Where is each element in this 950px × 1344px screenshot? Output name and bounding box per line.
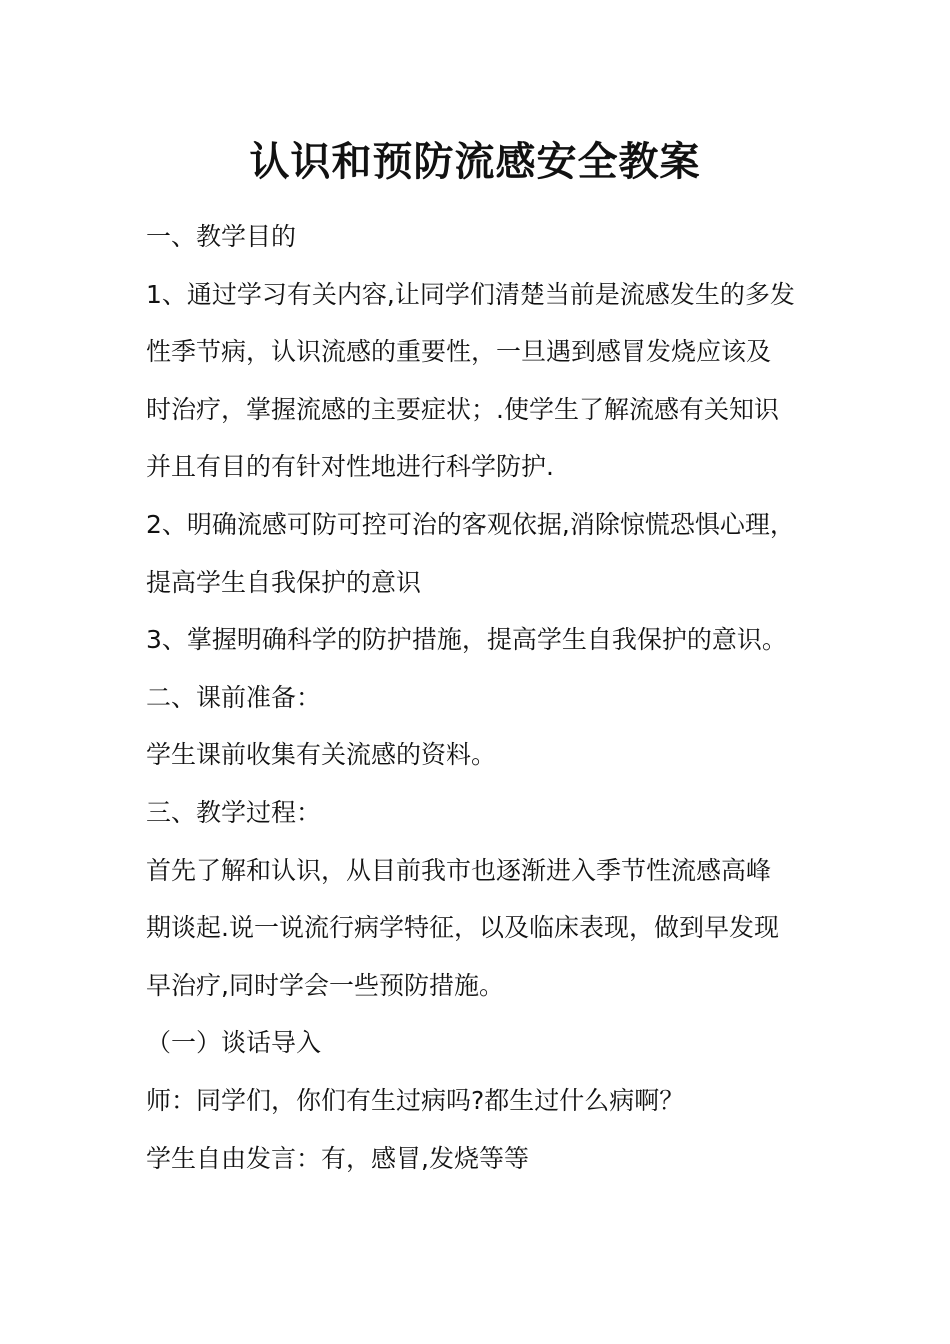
paragraph-line: 时治疗，掌握流感的主要症状；.使学生了解流感有关知识 (146, 394, 779, 424)
paragraph-line: 期谈起.说一说流行病学特征，以及临床表现，做到早发现 (146, 913, 779, 943)
subsection-heading-intro: （一）谈话导入 (146, 1028, 322, 1058)
document-title: 认识和预防流感安全教案 (249, 138, 701, 185)
paragraph-line: 1、通过学习有关内容,让同学们清楚当前是流感发生的多发 (146, 279, 795, 309)
paragraph-line: 性季节病，认识流感的重要性，一旦遇到感冒发烧应该及 (146, 337, 772, 367)
paragraph-line: 2、明确流感可防可控可治的客观依据,消除惊慌恐惧心理， (146, 509, 795, 539)
paragraph-line: 3、掌握明确科学的防护措施，提高学生自我保护的意识。 (146, 625, 787, 655)
section-heading-process: 三、教学过程： (146, 797, 322, 827)
paragraph-line: 师：同学们，你们有生过病吗?都生过什么病啊？ (146, 1085, 685, 1115)
paragraph-line: 首先了解和认识，从目前我市也逐渐进入季节性流感高峰 (146, 855, 772, 885)
section-heading-objectives: 一、教学目的 (146, 222, 297, 251)
section-heading-preparation: 二、课前准备： (146, 682, 322, 712)
document-body (146, 208, 826, 1187)
paragraph-line: 学生课前收集有关流感的资料。 (146, 740, 497, 770)
paragraph-line: 并且有目的有针对性地进行科学防护. (146, 452, 554, 482)
paragraph-line: 早治疗,同时学会一些预防措施。 (146, 970, 504, 1000)
paragraph-line: 学生自由发言：有，感冒,发烧等等 (146, 1143, 529, 1173)
paragraph-line: 提高学生自我保护的意识 (146, 567, 422, 597)
